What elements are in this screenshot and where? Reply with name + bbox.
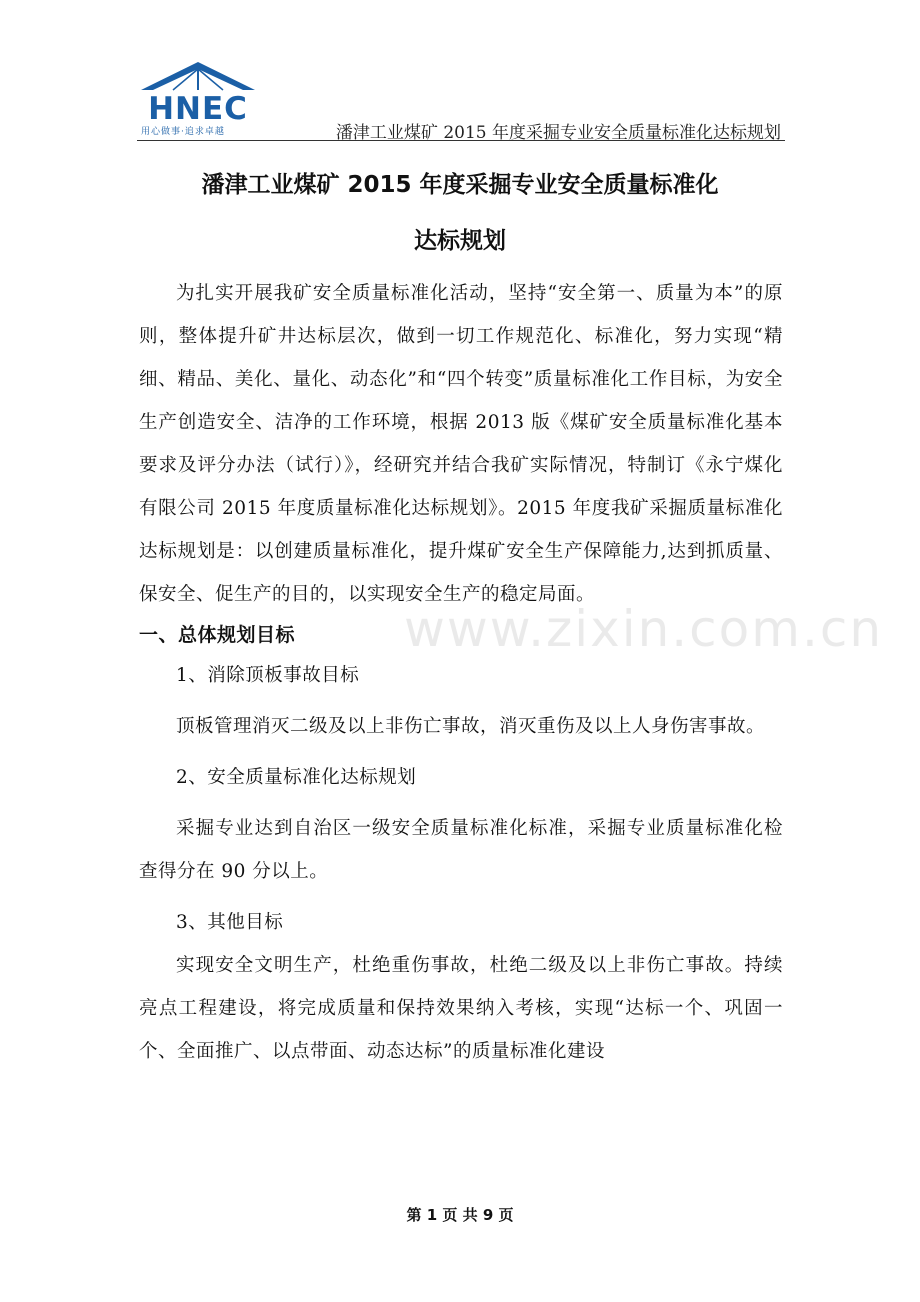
logo-slogan: 用心做事·追求卓越 [141,127,225,137]
hnec-logo-icon [137,60,259,124]
intro-paragraph: 为扎实开展我矿安全质量标准化活动，坚持“安全第一、质量为本”的原则，整体提升矿井达标层次，做到一切工作规范化、标准化，努力实现“精细、精品、美化、量化、动态化”和“四个转变”质量标准化工作目标，为安全生产创造安全、洁净的工作环境，根据 2013 版《煤矿安全质量标准化基本要求及评分办法（试行）》，经研究并结合我矿实际情况，特制订《永宁煤化有限公司 2015 年度质量标准化达标规划》。2015 年度我矿采掘质量标准化达标规划是：以创建质量标准化，提升煤矿安全生产保障能力,达到抓质量、保安全、促生产的目的，以实现安全生产的稳定局面。 [139,283,783,605]
logo-wordmark: HNEC [148,91,248,124]
document-body [139,272,783,1073]
document-title-line1: 潘津工业煤矿 2015 年度采掘专业安全质量标准化 [201,172,719,198]
page-number: 第 1 页 共 9 页 [406,1206,514,1224]
running-title: 潘津工业煤矿 2015 年度采掘专业安全质量标准化达标规划 [335,123,781,143]
item-heading-3: 3、其他目标 [176,912,284,933]
item-heading-2: 2、安全质量标准化达标规划 [176,767,417,788]
watermark: www.zixin.com.cn [404,600,884,658]
page-header [137,60,785,142]
header-divider [137,140,785,141]
item-text-3: 实现安全文明生产，杜绝重伤事故，杜绝二级及以上非伤亡事故。持续亮点工程建设，将完成质量和保持效果纳入考核，实现“达标一个、巩固一个、全面推广、以点带面、动态达标”的质量标准化建设 [139,955,783,1062]
item-heading-1: 1、消除顶板事故目标 [176,665,360,686]
section-heading: 一、总体规划目标 [139,624,296,646]
item-text-2: 采掘专业达到自治区一级安全质量标准化标准，采掘专业质量标准化检查得分在 90 分以上。 [139,818,783,882]
company-logo [137,60,259,138]
document-title-line2: 达标规划 [414,228,506,254]
item-text-1: 顶板管理消灭二级及以上非伤亡事故，消灭重伤及以上人身伤害事故。 [176,716,766,737]
